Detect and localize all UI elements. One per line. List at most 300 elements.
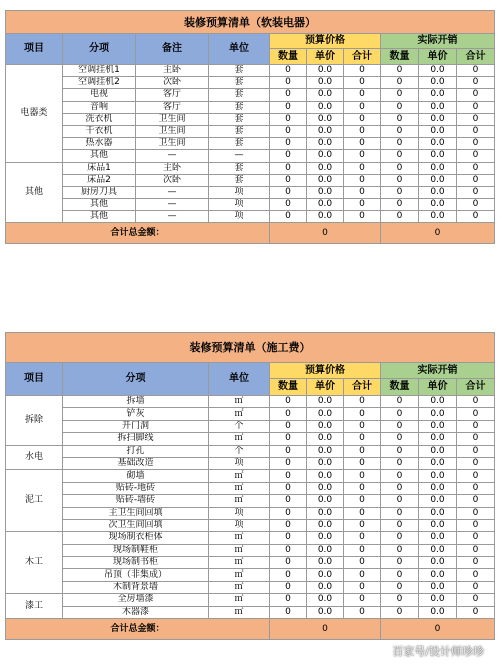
cell-ap: 0.0: [419, 211, 457, 223]
table-row: [6, 211, 495, 223]
cell-unit: 项: [209, 199, 270, 211]
total-label: 合计总金额：: [6, 223, 270, 244]
cell-sub: 音响: [63, 101, 136, 113]
table-row: [6, 519, 495, 531]
total-actual: 0: [381, 223, 495, 244]
cell-sub: 基础改造: [63, 457, 209, 469]
cell-aq: 0: [381, 408, 419, 420]
total-actual: 0: [381, 619, 495, 640]
cell-aq: 0: [381, 396, 419, 408]
cell-sub: 次卫生间回填: [63, 519, 209, 531]
cell-sub: 全房墙漆: [63, 594, 209, 606]
cell-ap: 0.0: [419, 89, 457, 101]
cell-aq: 0: [381, 482, 419, 494]
cell-bs: 0: [344, 581, 381, 593]
cell-sub: 床品2: [63, 174, 136, 186]
cell-as: 0: [457, 482, 495, 494]
cell-sub: 吊顶（非集成）: [63, 569, 209, 581]
table-row: [6, 420, 495, 432]
cell-sub: 木器漆: [63, 606, 209, 618]
cell-as: 0: [457, 199, 495, 211]
cell-bp: 0.0: [307, 445, 344, 457]
cell-as: 0: [457, 445, 495, 457]
sheet-title: 装修预算清单（软装电器）: [6, 11, 495, 34]
cell-bs: 0: [344, 162, 381, 174]
cell-aq: 0: [381, 65, 419, 77]
table-row: [6, 445, 495, 457]
header-actual-price: 单价: [419, 379, 457, 396]
cell-aq: 0: [381, 89, 419, 101]
cell-as: 0: [457, 101, 495, 113]
cell-as: 0: [457, 532, 495, 544]
total-budget: 0: [270, 223, 381, 244]
cell-as: 0: [457, 606, 495, 618]
cell-bq: 0: [270, 199, 307, 211]
cell-unit: 套: [209, 101, 270, 113]
cell-unit: ㎡: [209, 581, 270, 593]
cell-bq: 0: [270, 569, 307, 581]
cell-note: 次卧: [136, 174, 209, 186]
cell-bp: 0.0: [307, 544, 344, 556]
cell-bs: 0: [344, 396, 381, 408]
group-label: 拆除: [6, 396, 63, 446]
header-budget-qty: 数量: [270, 379, 307, 396]
cell-sub: 现场制衣柜体: [63, 532, 209, 544]
cell-bs: 0: [344, 445, 381, 457]
cell-bp: 0.0: [307, 519, 344, 531]
cell-bp: 0.0: [307, 211, 344, 223]
header-actual-sum: 合计: [457, 49, 495, 65]
cell-aq: 0: [381, 445, 419, 457]
cell-unit: 项: [209, 519, 270, 531]
cell-unit: ㎡: [209, 495, 270, 507]
cell-sub: 其他: [63, 150, 136, 162]
cell-ap: 0.0: [419, 101, 457, 113]
cell-bq: 0: [270, 457, 307, 469]
cell-as: 0: [457, 495, 495, 507]
cell-bs: 0: [344, 519, 381, 531]
cell-bq: 0: [270, 594, 307, 606]
cell-ap: 0.0: [419, 581, 457, 593]
cell-ap: 0.0: [419, 77, 457, 89]
cell-note: 卫生间: [136, 113, 209, 125]
cell-ap: 0.0: [419, 457, 457, 469]
cell-ap: 0.0: [419, 420, 457, 432]
header-item: 项目: [6, 363, 63, 396]
table-row: [6, 532, 495, 544]
table-row: [6, 174, 495, 186]
cell-sub: 贴砖-地砖: [63, 482, 209, 494]
cell-as: 0: [457, 544, 495, 556]
cell-bq: 0: [270, 138, 307, 150]
cell-unit: ㎡: [209, 544, 270, 556]
cell-ap: 0.0: [419, 125, 457, 137]
header-budget-sum: 合计: [344, 379, 381, 396]
cell-bs: 0: [344, 138, 381, 150]
cell-bq: 0: [270, 495, 307, 507]
cell-bs: 0: [344, 65, 381, 77]
cell-as: 0: [457, 396, 495, 408]
table-row: [6, 113, 495, 125]
cell-bs: 0: [344, 101, 381, 113]
cell-unit: 套: [209, 65, 270, 77]
cell-bq: 0: [270, 162, 307, 174]
cell-bs: 0: [344, 606, 381, 618]
cell-unit: 套: [209, 162, 270, 174]
cell-ap: 0.0: [419, 544, 457, 556]
cell-bq: 0: [270, 470, 307, 482]
cell-ap: 0.0: [419, 174, 457, 186]
table-row: [6, 77, 495, 89]
cell-as: 0: [457, 211, 495, 223]
cell-sub: 贴砖-墙砖: [63, 495, 209, 507]
group-label: 木工: [6, 532, 63, 594]
sheet-title: 装修预算清单（施工费）: [6, 333, 495, 363]
cell-unit: 个: [209, 445, 270, 457]
header-unit: 单位: [209, 363, 270, 396]
cell-bq: 0: [270, 150, 307, 162]
cell-as: 0: [457, 557, 495, 569]
cell-sub: 拆墙: [63, 396, 209, 408]
cell-as: 0: [457, 420, 495, 432]
cell-note: 卫生间: [136, 125, 209, 137]
cell-bp: 0.0: [307, 507, 344, 519]
cell-aq: 0: [381, 211, 419, 223]
cell-bp: 0.0: [307, 482, 344, 494]
cell-bs: 0: [344, 211, 381, 223]
cell-bs: 0: [344, 150, 381, 162]
cell-bp: 0.0: [307, 396, 344, 408]
cell-ap: 0.0: [419, 594, 457, 606]
cell-bq: 0: [270, 113, 307, 125]
cell-aq: 0: [381, 507, 419, 519]
cell-aq: 0: [381, 150, 419, 162]
cell-unit: ㎡: [209, 470, 270, 482]
cell-aq: 0: [381, 199, 419, 211]
cell-bp: 0.0: [307, 495, 344, 507]
cell-bs: 0: [344, 186, 381, 198]
cell-aq: 0: [381, 162, 419, 174]
cell-bs: 0: [344, 89, 381, 101]
cell-unit: ㎡: [209, 557, 270, 569]
cell-bp: 0.0: [307, 420, 344, 432]
cell-sub: 干衣机: [63, 125, 136, 137]
cell-aq: 0: [381, 532, 419, 544]
cell-bp: 0.0: [307, 174, 344, 186]
table-row: [6, 594, 495, 606]
cell-bq: 0: [270, 420, 307, 432]
cell-bs: 0: [344, 174, 381, 186]
header-budget: 预算价格: [270, 34, 381, 49]
cell-aq: 0: [381, 101, 419, 113]
cell-bs: 0: [344, 457, 381, 469]
table-row: [6, 101, 495, 113]
header-actual-sum: 合计: [457, 379, 495, 396]
cell-as: 0: [457, 408, 495, 420]
header-sub: 分项: [63, 34, 136, 65]
cell-ap: 0.0: [419, 408, 457, 420]
cell-note: 客厅: [136, 89, 209, 101]
cell-unit: ㎡: [209, 569, 270, 581]
cell-aq: 0: [381, 519, 419, 531]
cell-bp: 0.0: [307, 606, 344, 618]
cell-bp: 0.0: [307, 433, 344, 445]
cell-as: 0: [457, 162, 495, 174]
cell-as: 0: [457, 581, 495, 593]
cell-bp: 0.0: [307, 150, 344, 162]
cell-sub: 洗衣机: [63, 113, 136, 125]
cell-bq: 0: [270, 557, 307, 569]
cell-aq: 0: [381, 186, 419, 198]
cell-aq: 0: [381, 581, 419, 593]
cell-bs: 0: [344, 557, 381, 569]
cell-note: —: [136, 199, 209, 211]
cell-bq: 0: [270, 186, 307, 198]
cell-aq: 0: [381, 174, 419, 186]
cell-aq: 0: [381, 457, 419, 469]
cell-ap: 0.0: [419, 433, 457, 445]
table-row: [6, 150, 495, 162]
cell-unit: ㎡: [209, 408, 270, 420]
cell-bp: 0.0: [307, 199, 344, 211]
cell-sub: 开门洞: [63, 420, 209, 432]
cell-bp: 0.0: [307, 457, 344, 469]
cell-as: 0: [457, 89, 495, 101]
table-row: [6, 89, 495, 101]
cell-unit: 套: [209, 113, 270, 125]
cell-aq: 0: [381, 470, 419, 482]
cell-bq: 0: [270, 507, 307, 519]
table-row: [6, 495, 495, 507]
cell-bq: 0: [270, 174, 307, 186]
header-budget-price: 单价: [307, 49, 344, 65]
cell-bp: 0.0: [307, 89, 344, 101]
cell-unit: 项: [209, 457, 270, 469]
group-label: 漆工: [6, 594, 63, 619]
cell-aq: 0: [381, 77, 419, 89]
cell-aq: 0: [381, 420, 419, 432]
total-row: [6, 223, 495, 244]
group-label: 电器类: [6, 65, 63, 163]
cell-aq: 0: [381, 606, 419, 618]
cell-note: —: [136, 211, 209, 223]
cell-bs: 0: [344, 77, 381, 89]
cell-ap: 0.0: [419, 445, 457, 457]
table-row: [6, 557, 495, 569]
budget-sheet-construction: [5, 332, 494, 640]
table-row: [6, 470, 495, 482]
cell-sub: 主卫生间回填: [63, 507, 209, 519]
cell-ap: 0.0: [419, 186, 457, 198]
cell-as: 0: [457, 470, 495, 482]
header-actual: 实际开销: [381, 363, 495, 379]
cell-as: 0: [457, 507, 495, 519]
cell-ap: 0.0: [419, 532, 457, 544]
cell-sub: 其他: [63, 211, 136, 223]
cell-as: 0: [457, 433, 495, 445]
appliances-table: [5, 10, 495, 244]
cell-unit: ㎡: [209, 433, 270, 445]
cell-bs: 0: [344, 408, 381, 420]
table-row: [6, 162, 495, 174]
cell-bs: 0: [344, 594, 381, 606]
cell-bp: 0.0: [307, 77, 344, 89]
cell-bq: 0: [270, 89, 307, 101]
header-note: 备注: [136, 34, 209, 65]
table-row: [6, 408, 495, 420]
cell-bp: 0.0: [307, 557, 344, 569]
cell-bs: 0: [344, 507, 381, 519]
cell-unit: ㎡: [209, 482, 270, 494]
cell-ap: 0.0: [419, 557, 457, 569]
cell-note: 主卧: [136, 162, 209, 174]
cell-unit: ㎡: [209, 594, 270, 606]
watermark: 百家号/设计师珍珍: [392, 645, 484, 658]
table-row: [6, 569, 495, 581]
cell-bp: 0.0: [307, 594, 344, 606]
cell-unit: 套: [209, 174, 270, 186]
cell-ap: 0.0: [419, 65, 457, 77]
cell-bp: 0.0: [307, 113, 344, 125]
cell-ap: 0.0: [419, 507, 457, 519]
cell-as: 0: [457, 125, 495, 137]
cell-bq: 0: [270, 532, 307, 544]
cell-note: —: [136, 186, 209, 198]
cell-unit: 项: [209, 211, 270, 223]
cell-unit: 套: [209, 89, 270, 101]
header-budget-qty: 数量: [270, 49, 307, 65]
cell-ap: 0.0: [419, 495, 457, 507]
cell-bq: 0: [270, 125, 307, 137]
cell-sub: 空调挂机2: [63, 77, 136, 89]
table-row: [6, 396, 495, 408]
table-row: [6, 199, 495, 211]
cell-as: 0: [457, 457, 495, 469]
cell-ap: 0.0: [419, 138, 457, 150]
cell-bp: 0.0: [307, 125, 344, 137]
cell-unit: ㎡: [209, 532, 270, 544]
header-item: 项目: [6, 34, 63, 65]
cell-ap: 0.0: [419, 606, 457, 618]
cell-as: 0: [457, 150, 495, 162]
table-row: [6, 125, 495, 137]
cell-aq: 0: [381, 569, 419, 581]
header-budget-price: 单价: [307, 379, 344, 396]
cell-unit: ㎡: [209, 606, 270, 618]
cell-unit: 个: [209, 420, 270, 432]
cell-note: 卫生间: [136, 138, 209, 150]
cell-bq: 0: [270, 544, 307, 556]
cell-bs: 0: [344, 113, 381, 125]
cell-bs: 0: [344, 125, 381, 137]
cell-bp: 0.0: [307, 65, 344, 77]
cell-bs: 0: [344, 420, 381, 432]
header-budget-sum: 合计: [344, 49, 381, 65]
total-label: 合计总金额：: [6, 619, 270, 640]
cell-aq: 0: [381, 113, 419, 125]
cell-ap: 0.0: [419, 396, 457, 408]
cell-ap: 0.0: [419, 199, 457, 211]
cell-unit: 套: [209, 138, 270, 150]
cell-bq: 0: [270, 408, 307, 420]
cell-bp: 0.0: [307, 470, 344, 482]
cell-bs: 0: [344, 199, 381, 211]
group-label: 水电: [6, 445, 63, 470]
cell-aq: 0: [381, 433, 419, 445]
cell-note: 客厅: [136, 101, 209, 113]
cell-bq: 0: [270, 65, 307, 77]
cell-sub: 打孔: [63, 445, 209, 457]
cell-bp: 0.0: [307, 101, 344, 113]
header-unit: 单位: [209, 34, 270, 65]
cell-sub: 木制背景墙: [63, 581, 209, 593]
header-actual: 实际开销: [381, 34, 495, 49]
header-sub: 分项: [63, 363, 209, 396]
cell-bq: 0: [270, 482, 307, 494]
cell-bq: 0: [270, 211, 307, 223]
cell-bq: 0: [270, 606, 307, 618]
cell-bp: 0.0: [307, 569, 344, 581]
table-row: [6, 581, 495, 593]
total-budget: 0: [270, 619, 381, 640]
cell-as: 0: [457, 65, 495, 77]
header-actual-qty: 数量: [381, 49, 419, 65]
cell-bs: 0: [344, 544, 381, 556]
cell-bq: 0: [270, 445, 307, 457]
header-actual-qty: 数量: [381, 379, 419, 396]
table-row: [6, 544, 495, 556]
group-label: 泥工: [6, 470, 63, 532]
cell-as: 0: [457, 77, 495, 89]
cell-note: 次卧: [136, 77, 209, 89]
cell-sub: 厨房刀具: [63, 186, 136, 198]
group-label: 其他: [6, 162, 63, 223]
cell-bq: 0: [270, 101, 307, 113]
cell-as: 0: [457, 113, 495, 125]
cell-bs: 0: [344, 495, 381, 507]
cell-unit: —: [209, 150, 270, 162]
cell-sub: 砌墙: [63, 470, 209, 482]
table-row: [6, 482, 495, 494]
cell-bp: 0.0: [307, 138, 344, 150]
budget-sheet-appliances: [5, 10, 494, 244]
cell-ap: 0.0: [419, 162, 457, 174]
cell-ap: 0.0: [419, 482, 457, 494]
cell-sub: 电视: [63, 89, 136, 101]
cell-as: 0: [457, 186, 495, 198]
table-row: [6, 433, 495, 445]
cell-aq: 0: [381, 125, 419, 137]
cell-aq: 0: [381, 138, 419, 150]
cell-unit: 套: [209, 125, 270, 137]
cell-sub: 现场制书柜: [63, 557, 209, 569]
cell-bq: 0: [270, 396, 307, 408]
cell-sub: 拆扫脚线: [63, 433, 209, 445]
table-row: [6, 65, 495, 77]
table-row: [6, 138, 495, 150]
cell-aq: 0: [381, 495, 419, 507]
cell-bp: 0.0: [307, 581, 344, 593]
cell-aq: 0: [381, 544, 419, 556]
cell-ap: 0.0: [419, 150, 457, 162]
cell-ap: 0.0: [419, 519, 457, 531]
cell-bq: 0: [270, 433, 307, 445]
cell-bp: 0.0: [307, 408, 344, 420]
table-row: [6, 186, 495, 198]
cell-sub: 铲灰: [63, 408, 209, 420]
cell-unit: 项: [209, 186, 270, 198]
cell-note: —: [136, 150, 209, 162]
